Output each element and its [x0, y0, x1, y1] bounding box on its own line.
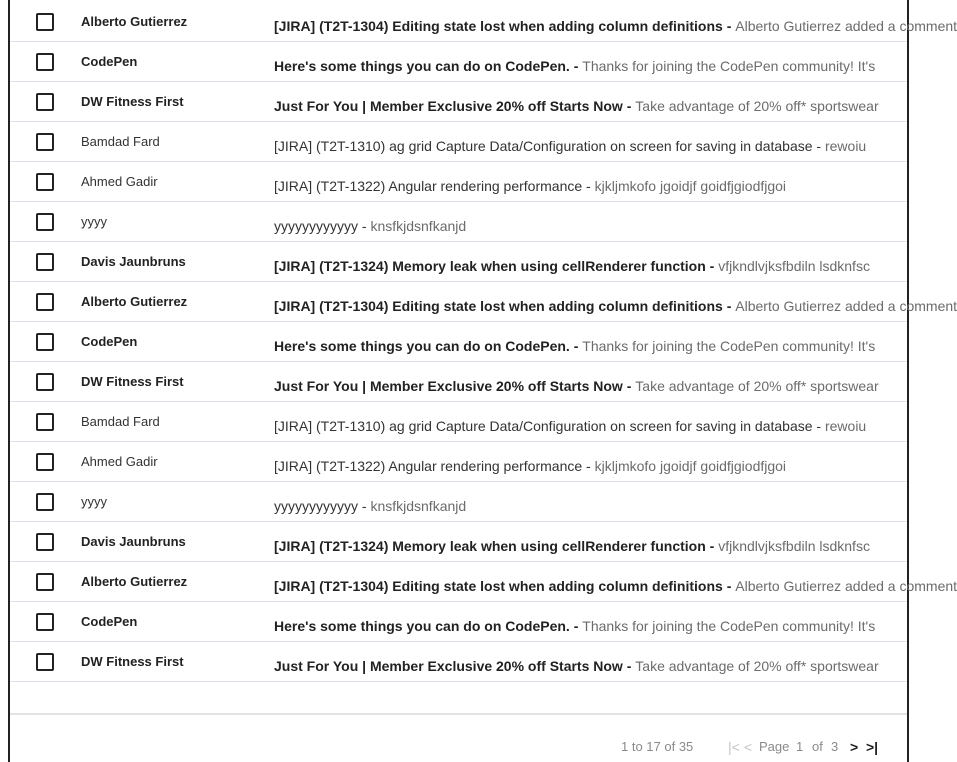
- page-label: Page: [759, 739, 790, 754]
- subject-separator: -: [812, 138, 825, 154]
- row-select-checkbox[interactable]: [36, 493, 54, 511]
- email-row[interactable]: [10, 82, 907, 122]
- snippet-text: Thanks for joining the CodePen community! It's: [582, 58, 876, 74]
- email-row[interactable]: [10, 362, 907, 402]
- email-row[interactable]: [10, 242, 907, 282]
- subject-separator: -: [569, 58, 583, 74]
- next-page-icon[interactable]: >: [850, 739, 859, 755]
- row-select-checkbox[interactable]: [36, 533, 54, 551]
- sender-cell: CodePen: [81, 334, 138, 349]
- row-select-checkbox[interactable]: [36, 653, 54, 671]
- sender-cell: DW Fitness First: [81, 374, 184, 389]
- message-cell: [274, 646, 886, 686]
- message-cell: [274, 246, 886, 286]
- first-page-icon: |<: [728, 739, 740, 755]
- subject-text: [JIRA] (T2T-1322) Angular rendering performance: [274, 178, 583, 194]
- subject-text: Here's some things you can do on CodePen.: [274, 618, 570, 634]
- email-row[interactable]: [10, 602, 907, 642]
- subject-separator: -: [722, 578, 736, 594]
- subject-text: Just For You | Member Exclusive 20% off Starts Now: [274, 658, 623, 674]
- snippet-text: Alberto Gutierrez added a comment: [735, 298, 957, 314]
- email-row[interactable]: [10, 2, 957, 42]
- subject-text: [JIRA] (T2T-1324) Memory leak when using cellRenderer function: [274, 258, 706, 274]
- message-cell: [274, 366, 886, 406]
- email-row[interactable]: [10, 442, 907, 482]
- subject-text: yyyyyyyyyyyy: [274, 218, 358, 234]
- email-row[interactable]: [10, 202, 907, 242]
- snippet-text: Take advantage of 20% off* sportswear: [635, 658, 879, 674]
- message-cell: [274, 566, 957, 606]
- subject-separator: -: [722, 298, 736, 314]
- sender-cell: Alberto Gutierrez: [81, 14, 188, 29]
- row-select-checkbox[interactable]: [36, 93, 54, 111]
- sender-cell: Davis Jaunbruns: [81, 534, 186, 549]
- row-select-checkbox[interactable]: [36, 133, 54, 151]
- current-page-number: 1: [796, 739, 804, 754]
- subject-text: [JIRA] (T2T-1324) Memory leak when using cellRenderer function: [274, 538, 706, 554]
- message-cell: [274, 126, 886, 166]
- email-grid: [8, 0, 957, 762]
- snippet-text: kjkljmkofo jgoidjf goidfjgiodfjgoi: [594, 178, 787, 194]
- subject-text: Here's some things you can do on CodePen.: [274, 58, 570, 74]
- email-row[interactable]: [10, 482, 907, 522]
- subject-text: [JIRA] (T2T-1304) Editing state lost when adding column definitions: [274, 298, 723, 314]
- subject-separator: -: [722, 18, 736, 34]
- snippet-text: vfjkndlvjksfbdiln lsdknfsc: [718, 538, 870, 554]
- subject-separator: -: [622, 378, 636, 394]
- message-cell: [274, 406, 886, 446]
- snippet-text: rewoiu: [824, 418, 867, 434]
- snippet-text: Thanks for joining the CodePen community! It's: [582, 618, 876, 634]
- message-cell: [274, 326, 886, 366]
- message-cell: [274, 486, 886, 526]
- message-cell: [274, 46, 886, 86]
- row-summary: 1 to 17 of 35: [621, 739, 694, 754]
- sender-cell: Ahmed Gadir: [81, 454, 158, 469]
- total-pages-number: 3: [831, 739, 839, 754]
- message-cell: [274, 446, 886, 486]
- subject-separator: -: [812, 418, 825, 434]
- previous-page-icon: <: [744, 739, 753, 755]
- row-select-checkbox[interactable]: [36, 333, 54, 351]
- row-select-checkbox[interactable]: [36, 293, 54, 311]
- email-row[interactable]: [10, 322, 907, 362]
- snippet-text: Take advantage of 20% off* sportswear: [635, 378, 879, 394]
- subject-separator: -: [622, 658, 636, 674]
- sender-cell: CodePen: [81, 54, 138, 69]
- sender-cell: yyyy: [81, 214, 107, 229]
- subject-text: [JIRA] (T2T-1310) ag grid Capture Data/Configuration on screen for saving in database: [274, 418, 813, 434]
- message-cell: [274, 526, 886, 566]
- sender-cell: Ahmed Gadir: [81, 174, 158, 189]
- subject-text: [JIRA] (T2T-1304) Editing state lost when adding column definitions: [274, 18, 723, 34]
- subject-text: [JIRA] (T2T-1322) Angular rendering performance: [274, 458, 583, 474]
- subject-text: yyyyyyyyyyyy: [274, 498, 358, 514]
- sender-cell: CodePen: [81, 614, 138, 629]
- snippet-text: Alberto Gutierrez added a comment: [735, 18, 957, 34]
- row-select-checkbox[interactable]: [36, 373, 54, 391]
- snippet-text: kjkljmkofo jgoidjf goidfjgiodfjgoi: [594, 458, 787, 474]
- sender-cell: DW Fitness First: [81, 654, 184, 669]
- message-cell: [274, 166, 886, 206]
- email-row[interactable]: [10, 282, 957, 322]
- last-page-icon[interactable]: >|: [866, 739, 879, 755]
- snippet-text: vfjkndlvjksfbdiln lsdknfsc: [718, 258, 870, 274]
- snippet-text: knsfkjdsnfkanjd: [370, 498, 467, 514]
- subject-text: Just For You | Member Exclusive 20% off Starts Now: [274, 98, 623, 114]
- sender-cell: Bamdad Fard: [81, 134, 160, 149]
- row-select-checkbox[interactable]: [36, 573, 54, 591]
- subject-separator: -: [582, 458, 595, 474]
- snippet-text: knsfkjdsnfkanjd: [370, 218, 467, 234]
- row-select-checkbox[interactable]: [36, 53, 54, 71]
- row-select-checkbox[interactable]: [36, 13, 54, 31]
- snippet-text: Take advantage of 20% off* sportswear: [635, 98, 879, 114]
- subject-text: [JIRA] (T2T-1310) ag grid Capture Data/Configuration on screen for saving in database: [274, 138, 813, 154]
- message-cell: [274, 206, 886, 246]
- row-select-checkbox[interactable]: [36, 613, 54, 631]
- email-row[interactable]: [10, 162, 907, 202]
- subject-text: [JIRA] (T2T-1304) Editing state lost when adding column definitions: [274, 578, 723, 594]
- message-cell: [274, 606, 886, 646]
- email-row[interactable]: [10, 402, 907, 442]
- snippet-text: rewoiu: [824, 138, 867, 154]
- subject-text: Here's some things you can do on CodePen.: [274, 338, 570, 354]
- subject-text: Just For You | Member Exclusive 20% off Starts Now: [274, 378, 623, 394]
- row-select-checkbox[interactable]: [36, 253, 54, 271]
- page-of-label: of: [812, 739, 823, 754]
- sender-cell: DW Fitness First: [81, 94, 184, 109]
- row-select-checkbox[interactable]: [36, 413, 54, 431]
- email-row[interactable]: [10, 122, 907, 162]
- subject-separator: -: [569, 338, 583, 354]
- email-row[interactable]: [10, 42, 907, 82]
- message-cell: [274, 86, 886, 126]
- snippet-text: Alberto Gutierrez added a comment: [735, 578, 957, 594]
- email-row[interactable]: [10, 642, 907, 682]
- email-row[interactable]: [10, 522, 907, 562]
- message-cell: [274, 6, 957, 46]
- subject-separator: -: [358, 498, 371, 514]
- snippet-text: Thanks for joining the CodePen community! It's: [582, 338, 876, 354]
- row-select-checkbox[interactable]: [36, 173, 54, 191]
- row-select-checkbox[interactable]: [36, 453, 54, 471]
- email-row[interactable]: [10, 562, 957, 602]
- row-select-checkbox[interactable]: [36, 213, 54, 231]
- sender-cell: Alberto Gutierrez: [81, 574, 188, 589]
- subject-separator: -: [358, 218, 371, 234]
- pagination-panel: [10, 713, 907, 762]
- subject-separator: -: [705, 258, 719, 274]
- subject-separator: -: [622, 98, 636, 114]
- sender-cell: Alberto Gutierrez: [81, 294, 188, 309]
- subject-separator: -: [582, 178, 595, 194]
- subject-separator: -: [569, 618, 583, 634]
- message-cell: [274, 286, 957, 326]
- subject-separator: -: [705, 538, 719, 554]
- sender-cell: Davis Jaunbruns: [81, 254, 186, 269]
- sender-cell: yyyy: [81, 494, 107, 509]
- sender-cell: Bamdad Fard: [81, 414, 160, 429]
